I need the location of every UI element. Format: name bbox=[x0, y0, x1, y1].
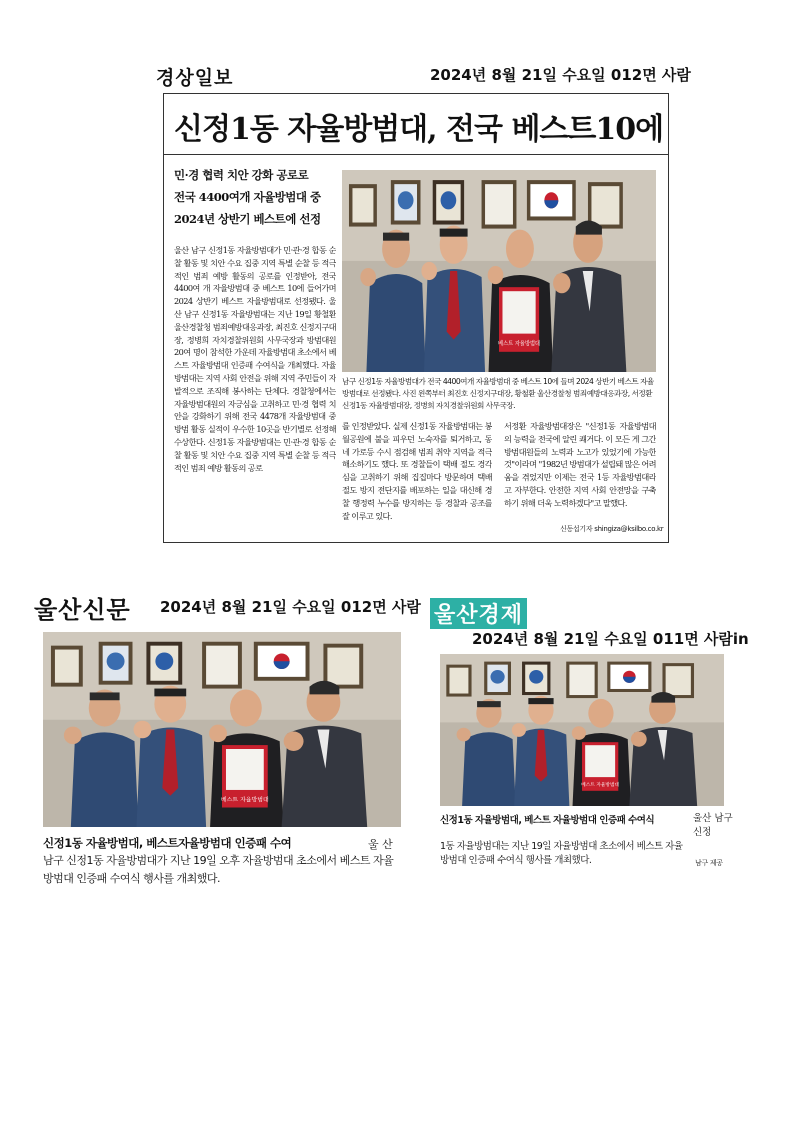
article-headline: 신정1동 자율방범대, 전국 베스트10에 bbox=[174, 112, 664, 147]
headline-divider bbox=[164, 154, 668, 155]
source-title-gyeongsang: 경상일보 bbox=[156, 67, 234, 89]
ulsan-shinmun-photo bbox=[43, 632, 401, 827]
photo-caption: 남구 신정1동 자율방범대가 전국 4400여개 자율방범대 중 베스트 10에 들며 2024 상반기 베스트 자율방범대로 선정됐다. 사진 왼쪽부터 최진호 신정지구대장, 황철환 울산경찰청 범죄예방대응과장, 서정환 신정1동 자율방범대장, 정병희 자치경찰위원회 사무국장. bbox=[342, 377, 654, 410]
article-body-col1: 울산 남구 신정1동 자율방범대가 민·관·경 합동 순찰 활동 및 치안 수요 집중 지역 특별 순찰 등 적극적인 범죄 예방 활동의 공로를 인정받아, 전국 4400여 개 자율방범대 중 베스트 10에 들어가며 2024 상반기 베스트 자율방범대로 선정됐다. 울산 남구 신정1동 자율방범대는 지난 19일 황철환 울산경찰청 범죄예방대응과장, 최진호 신정지구대장, 정병희 자치경찰위원회 사무국장과 방범대원 20여 명이 참석한 가운데 자율방범대 초소에서 베스트 자율방범대 인증패 수여식을 개최했다. 자율방범대는 지역 사회 안전을 위해 지역 주민들이 자발적으로 조직해 봉사하는 단체다. 경찰청에서는 자율방범대원의 자긍심을 고취하고 민·경 협력 치안을 강화하기 위해 전국 4478개 자율방범대 중 방범 활동 실적이 우수한 10곳을 반기별로 선정해 수상한다. 신정1동 자율방범대는 민·관·경 합동 순찰 활동 및 치안 수요 집중 지역 특별 순찰 등 적극적인 범죄 예방 활동의 공로 bbox=[174, 245, 336, 473]
ulsan-economy-photo bbox=[440, 654, 724, 806]
ulsan-economy-credit: 남구 제공 bbox=[695, 859, 723, 867]
source-title-ulsan-shinmun: 울산신문 bbox=[34, 595, 131, 624]
article-body-col2: 를 인정받았다. 실제 신정1동 자율방범대는 봉월공원에 불을 피우던 노숙자를 퇴거하고, 동네 가로등 수시 점검해 범죄 취약 지역을 적극 해소하기도 했다. 또 경찰들이 택배 절도 경각심을 고취하기 위해 집집마다 방문하며 택배 절도 방지 전단지를 배포하는 일을 대신해 경찰 행정력 누수를 방지하는 등 경찰과 공조를 잘 이루고 있다. bbox=[342, 421, 492, 521]
ulsan-shinmun-caption-region: 울 산 bbox=[368, 838, 393, 851]
ulsan-economy-caption-title: 신정1동 자율방범대, 베스트 자율방범대 인증패 수여식 bbox=[440, 815, 655, 826]
article-byline: 신동섭기자 shingiza@ksilbo.co.kr bbox=[560, 525, 664, 533]
dateline-ulsan-economy: 2024년 8월 21일 수요일 011면 사람in bbox=[472, 630, 749, 648]
dateline-gyeongsang: 2024년 8월 21일 수요일 012면 사람 bbox=[430, 66, 691, 84]
ulsan-shinmun-caption-text: 남구 신정1동 자율방범대가 지난 19일 오후 자율방범대 초소에서 베스트 자율방범대 인증패 수여식 행사를 개최했다. bbox=[43, 854, 394, 885]
ulsan-shinmun-caption-title: 신정1동 자율방범대, 베스트자율방범대 인증패 수여 bbox=[43, 836, 292, 850]
article-frame-gyeongsang bbox=[163, 93, 669, 543]
subhead-line-3: 2024년 상반기 베스트에 선정 bbox=[174, 212, 321, 226]
article-photo bbox=[342, 170, 656, 372]
dateline-ulsan-shinmun: 2024년 8월 21일 수요일 012면 사람 bbox=[160, 598, 421, 616]
ulsan-economy-caption-text: 1동 자율방범대는 지난 19일 자율방범대 초소에서 베스트 자율방범대 인증패 수여식 행사를 개최했다. bbox=[440, 841, 683, 866]
source-title-ulsan-economy: 울산경제 bbox=[430, 598, 527, 629]
article-body-col3: 서정환 자율방범대장은 "신정1동 자율방범대의 능력을 전국에 알린 쾌거다. 이 모든 게 그간 방범대원들의 노력과 노고가 있었기에 가능한 것"이라며 "1982년 방범대가 설립돼 많은 어려움을 겪었지만 이제는 전국 1등 자율방범대라고 자부한다. 안전한 지역 사회 안전망을 구축하기 위해 더욱 노력하겠다"고 말했다. bbox=[504, 421, 656, 508]
ulsan-economy-caption-region: 울산 남구 신정 bbox=[693, 813, 733, 838]
subhead-line-1: 민·경 협력 치안 강화 공로로 bbox=[174, 168, 309, 182]
article-subhead bbox=[174, 164, 342, 230]
subhead-line-2: 전국 4400여개 자율방범대 중 bbox=[174, 190, 321, 204]
